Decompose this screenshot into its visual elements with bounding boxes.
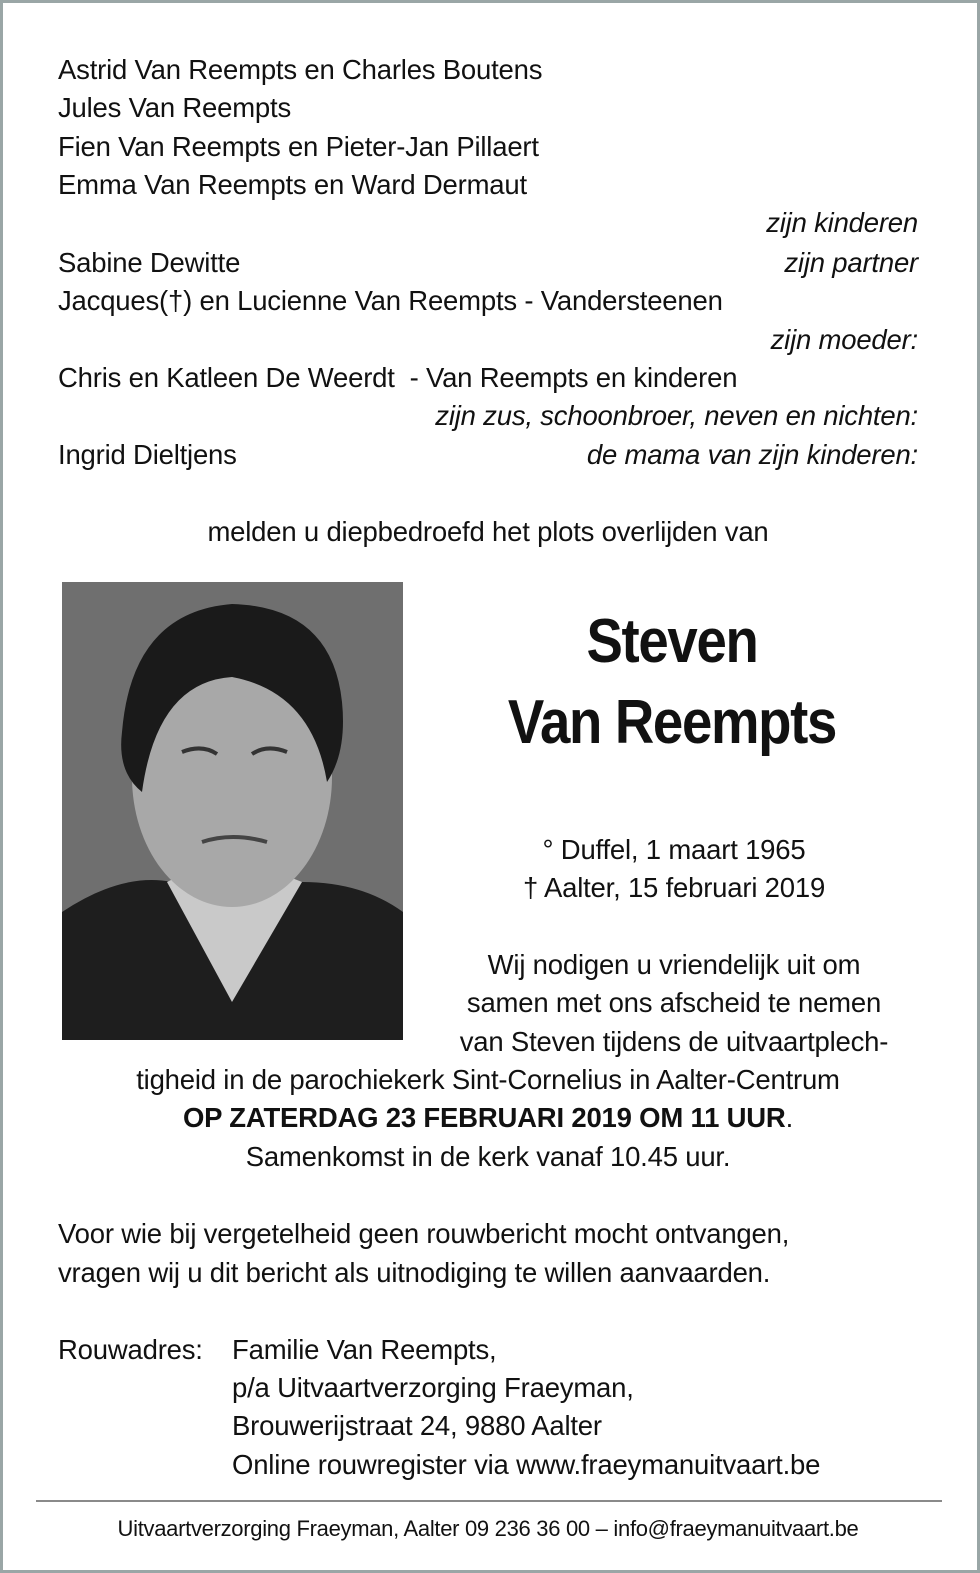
- gathering-time: Samenkomst in de kerk vanaf 10.45 uur.: [245, 1141, 731, 1172]
- address-line: Brouwerijstraat 24, 9880 Aalter: [232, 1410, 602, 1441]
- role-children: zijn kinderen: [766, 207, 918, 238]
- family-line: Fien Van Reempts en Pieter-Jan Pillaert: [58, 131, 539, 162]
- ex-name: Ingrid Dieltjens: [58, 439, 237, 470]
- role-ex: de mama van zijn kinderen:: [586, 439, 918, 470]
- invitation-line: Wij nodigen u vriendelijk uit om: [487, 949, 861, 980]
- family-line: Astrid Van Reempts en Charles Boutens: [58, 54, 543, 85]
- deceased-first-name: Steven: [586, 607, 758, 676]
- invitation-line: samen met ons afscheid te nemen: [466, 987, 882, 1018]
- portrait-photo: [62, 582, 403, 1040]
- invitation-line: tigheid in de parochiekerk Sint-Cornelius in Aalter-Centrum: [136, 1064, 840, 1095]
- address-line: p/a Uitvaartverzorging Fraeyman,: [232, 1372, 634, 1403]
- partner-name: Sabine Dewitte: [58, 247, 241, 278]
- birth-info: ° Duffel, 1 maart 1965: [542, 834, 806, 865]
- footer-divider: [36, 1500, 942, 1502]
- notice-line: Voor wie bij vergetelheid geen rouwbericht mocht ontvangen,: [58, 1218, 790, 1249]
- funeral-date: [0, 1099, 976, 1137]
- family-line: Jules Van Reempts: [58, 92, 292, 123]
- sister-name: Chris en Katleen De Weerdt - Van Reempts en kinderen: [58, 362, 738, 393]
- role-sister: zijn zus, schoonbroer, neven en nichten:: [435, 400, 918, 431]
- invitation-line: van Steven tijdens de uitvaartplech-: [459, 1026, 889, 1057]
- role-partner: zijn partner: [784, 247, 918, 278]
- role-mother: zijn moeder:: [770, 324, 918, 355]
- footer-contact: Uitvaartverzorging Fraeyman, Aalter 09 236 36 00 – info@fraeymanuitvaart.be: [117, 1516, 859, 1541]
- family-line: Emma Van Reempts en Ward Dermaut: [58, 169, 527, 200]
- deceased-last-name: Van Reempts: [507, 688, 837, 757]
- death-info: † Aalter, 15 februari 2019: [522, 872, 826, 903]
- announcement: melden u diepbedroefd het plots overlijden van: [207, 516, 769, 547]
- notice-line: vragen wij u dit bericht als uitnodiging te willen aanvaarden.: [58, 1257, 771, 1288]
- address-line: Online rouwregister via www.fraeymanuitvaart.be: [232, 1449, 821, 1480]
- address-line: Familie Van Reempts,: [232, 1334, 497, 1365]
- address-label: Rouwadres:: [58, 1334, 203, 1365]
- funeral-date-suffix: .: [785, 1102, 794, 1133]
- funeral-date-bold: OP ZATERDAG 23 FEBRUARI 2019 OM 11 UUR: [182, 1102, 786, 1133]
- parents-name: Jacques(†) en Lucienne Van Reempts - Vandersteenen: [58, 285, 723, 316]
